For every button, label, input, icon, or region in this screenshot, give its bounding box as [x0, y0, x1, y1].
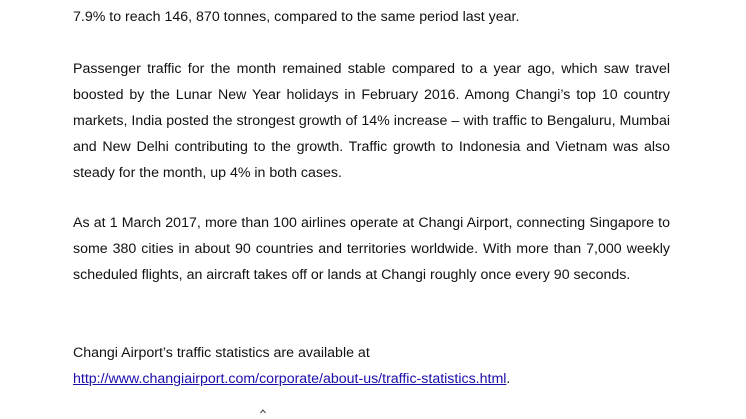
paragraph-statistics-link: [73, 340, 670, 392]
sentence-period: .: [506, 371, 511, 387]
caret-mark-icon: [260, 409, 266, 417]
traffic-statistics-link[interactable]: http://www.changiairport.com/corporate/about-us/traffic-statistics.html: [73, 371, 507, 387]
paragraph-passenger-traffic: Passenger traffic for the month remained stable compared to a year ago, which saw travel boosted by the Lunar New Year holidays in February 2016. Among Changi’s top 10 country markets, India posted the strongest growth of 14% increase – with traffic to Bengaluru, Mumbai and New Delhi contributing to the growth. Traffic growth to Indonesia and Vietnam was also steady for the month, up 4% in both cases.: [73, 61, 670, 181]
paragraph-airline-network: As at 1 March 2017, more than 100 airlines operate at Changi Airport, connecting Singapore to some 380 cities in about 90 countries and territories worldwide. With more than 7,000 weekly scheduled flights, an aircraft takes off or lands at Changi roughly once every 90 seconds.: [73, 215, 670, 283]
statistics-intro-text: Changi Airport’s traffic statistics are available at: [73, 345, 370, 361]
paragraph-cargo-summary: 7.9% to reach 146, 870 tonnes, compared to the same period last year.: [73, 9, 520, 25]
